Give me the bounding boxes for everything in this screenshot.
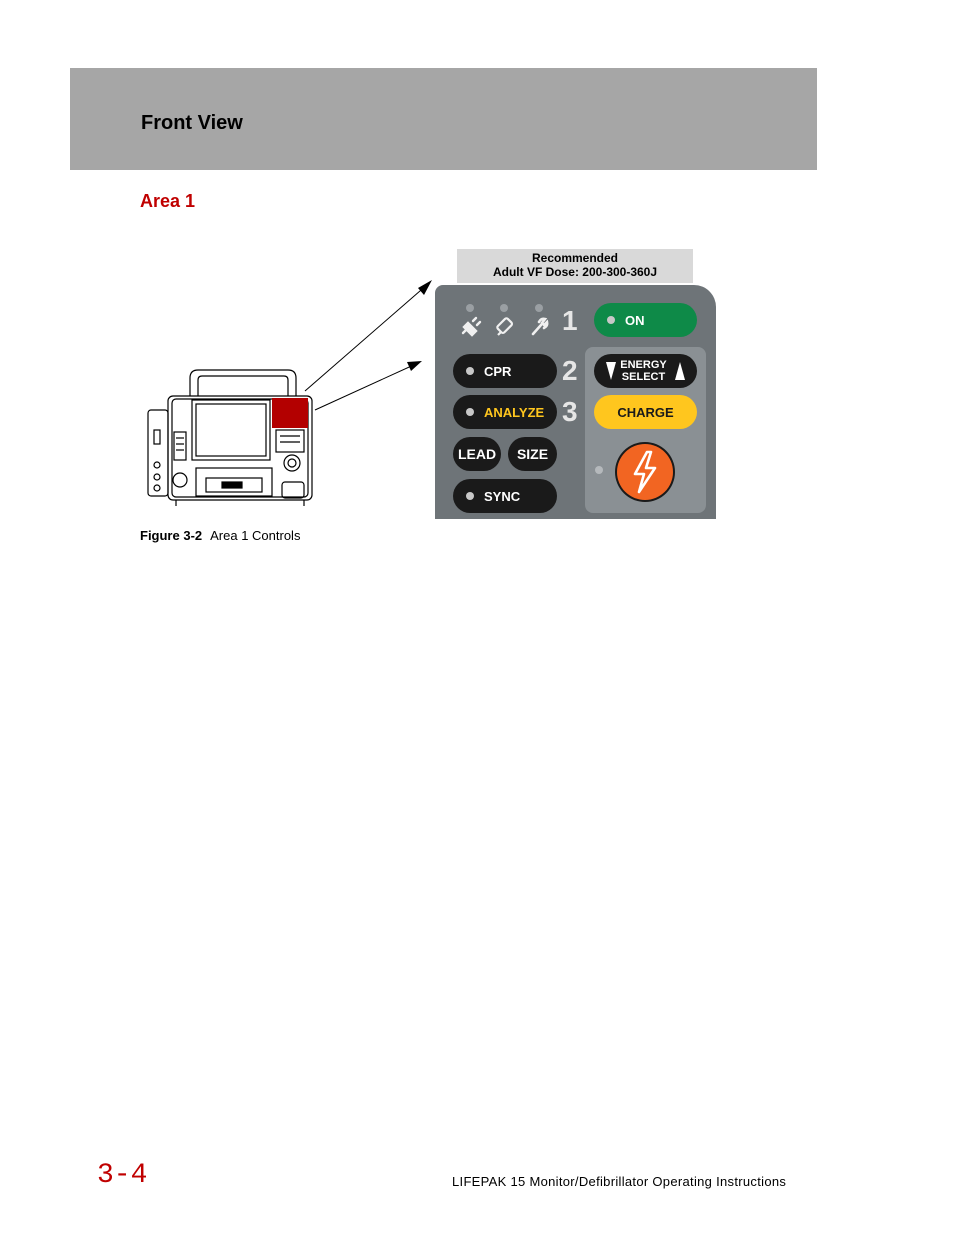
wrench-icon	[533, 319, 547, 334]
cpr-button[interactable]	[453, 354, 557, 388]
lightning-bolt-icon	[617, 444, 673, 500]
subsection-title: Area 1	[140, 191, 196, 211]
area1-highlight	[272, 398, 308, 428]
on-button-label: ON	[625, 312, 645, 328]
energy-down-arrow-icon	[606, 362, 616, 380]
step-number-3: 3	[562, 396, 578, 427]
area1-control-panel	[435, 285, 716, 519]
shock-led	[595, 466, 603, 474]
sync-led	[466, 492, 474, 500]
recommended-line2: Adult VF Dose: 200-300-360J	[492, 265, 658, 279]
document-title: LIFEPAK 15 Monitor/Defibrillator Operating Instructions	[452, 1174, 787, 1189]
charge-button-label: CHARGE	[617, 404, 674, 420]
lead-button-label: LEAD	[457, 446, 497, 462]
figure-caption-label: Figure 3-2	[140, 528, 203, 543]
recommended-dose-box	[457, 249, 693, 283]
page-number: 3-4	[97, 1160, 148, 1191]
figure-caption-text: Area 1 Controls	[210, 528, 301, 543]
step-number-1: 1	[562, 305, 578, 336]
battery-icon	[497, 318, 513, 335]
on-button[interactable]	[594, 303, 697, 337]
sync-button[interactable]	[453, 479, 557, 513]
on-led	[607, 316, 615, 324]
recommended-line1: Recommended	[531, 251, 619, 265]
charge-button[interactable]	[594, 395, 697, 429]
analyze-button-label: ANALYZE	[484, 404, 545, 420]
sync-button-label: SYNC	[484, 488, 521, 504]
cpr-button-label: CPR	[484, 363, 512, 379]
shock-button[interactable]	[615, 442, 675, 502]
size-button[interactable]	[508, 437, 557, 471]
analyze-button[interactable]	[453, 395, 557, 429]
energy-select-label-1: ENERGY	[620, 359, 667, 371]
cpr-led	[466, 367, 474, 375]
plug-icon	[463, 318, 480, 335]
size-button-label: SIZE	[516, 446, 549, 462]
figure-caption	[140, 528, 300, 543]
step-number-2: 2	[562, 355, 578, 386]
analyze-led	[466, 408, 474, 416]
section-title: Front View	[141, 112, 243, 134]
energy-select-button[interactable]	[594, 354, 697, 388]
lead-button[interactable]	[453, 437, 501, 471]
energy-select-label-2: SELECT	[621, 371, 666, 383]
energy-up-arrow-icon	[675, 362, 685, 380]
